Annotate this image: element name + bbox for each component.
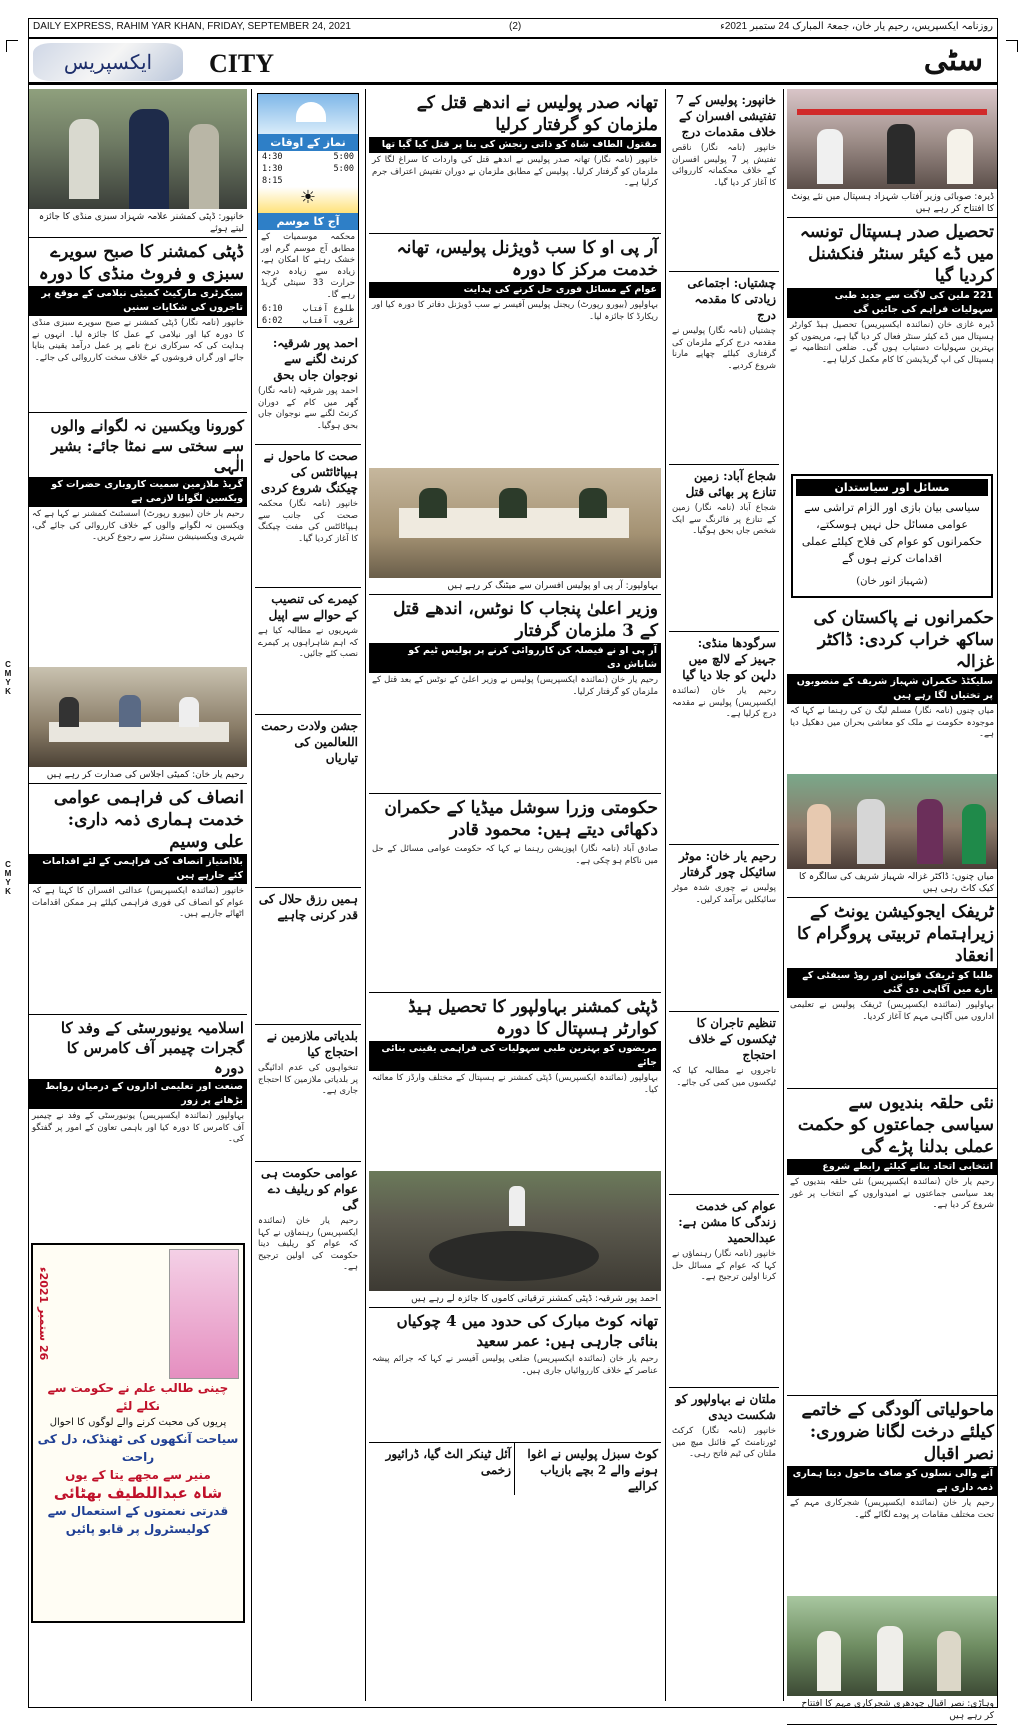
article-body: خانپور (نمائندہ ایکسپریس) عدالتی افسران کا کہنا ہے کہ عوام کو انصاف کی فوری فراہمی کیلئے ہر ممکن اقدامات اٹھائے جارہے ہیں۔ — [32, 886, 244, 919]
headline: تھانہ صدر پولیس نے اندھے قتل کے ملزمان کو گرفتار کرلیا — [416, 93, 658, 135]
photo-caption: ڈیرہ: صوبائی وزیر آفتاب شہزاد ہسپتال میں نئے یونٹ کا افتتاح کر رہے ہیں — [787, 189, 997, 218]
folio-line — [29, 19, 997, 35]
headline: تحصیل صدر ہسپتال تونسہ میں ڈے کیئر سنٹر فنکشنل کردیا گیا — [799, 222, 994, 286]
prayer-row: 4:30 5:00 — [262, 152, 354, 162]
registration-mark — [6, 40, 18, 52]
ad-date: 26 ستمبر 2021ء — [37, 1267, 50, 1361]
photo-caption: خانپور: ڈپٹی کمشنر علامہ شہزاد سبزی منڈی کا جائزہ لیتے ہوئے — [29, 209, 247, 238]
article-body: چشتیاں (نامہ نگار) پولیس نے مقدمہ درج کرکے ملزمان کی گرفتاری کیلئے چھاپے مارنا شروع کردیے۔ — [672, 326, 776, 371]
quote-text: سیاسی بیان بازی اور الزام تراشی سے عوامی مسائل حل نہیں ہوسکتے، حکمرانوں کو عوام کی فلاح کیلئے عملی اقدامات کرنے ہوں گے — [801, 501, 983, 565]
headline: ہمیں رزق حلال کی قدر کرنی چاہیے — [258, 892, 358, 922]
photo-tree-plantation — [787, 1596, 997, 1696]
article-body: خانپور (نامہ نگار) ناقص تفتیش پر 7 پولیس افسران کے خلاف محکمانہ کارروائی کا آغاز کر دیا گیا۔ — [672, 143, 776, 188]
ad-line: پریوں کی محبت کرنے والے لوگوں کا احوال — [49, 1417, 227, 1428]
weather-text: محکمہ موسمیات کے مطابق آج موسم گرم اور خشک رہنے کا امکان ہے، زیادہ سے زیادہ درجہ حرارت 33 سینٹی گریڈ رہے گا۔ — [261, 232, 355, 300]
weather-title: آج کا موسم — [258, 213, 358, 230]
photo-caption: احمد پور شرقیہ: ڈپٹی کمشنر ترقیاتی کاموں کا جائزہ لے رہے ہیں — [369, 1291, 661, 1308]
subheadline: سیکرٹری مارکیٹ کمیٹی نیلامی کے موقع پر تاجروں کی شکایات سنیں — [29, 286, 247, 316]
photo-caption: وہاڑی: نصر اقبال چودھری شجرکاری مہم کا افتتاح کر رہے ہیں — [787, 1696, 997, 1725]
cmyk-mark-1: C M Y K — [4, 660, 12, 696]
subheadline: انتخابی اتحاد بنانے کیلئے رابطے شروع — [787, 1159, 997, 1175]
headline: جشن ولادت رحمت اللعالمین کی تیاریاں — [261, 719, 358, 765]
masthead — [29, 37, 997, 85]
headline: خانپور: پولیس کے 7 تفتیشی افسران کے خلاف مقدمات درج — [675, 93, 776, 139]
magazine-advertisement — [31, 1243, 245, 1623]
headline: کوٹ سبزل پولیس نے اغوا ہونے والے 2 بچے بازیاب کرالیے — [527, 1447, 658, 1493]
registration-mark — [1006, 40, 1018, 52]
article-body: شہریوں نے مطالبہ کیا ہے کہ اہم شاہراہوں پر کیمرے نصب کئے جائیں۔ — [258, 626, 358, 659]
photo-caption: رحیم یار خان: کمیٹی اجلاس کی صدارت کر رہے ہیں — [29, 767, 247, 784]
headline: شجاع آباد: زمین تنازع پر بھائی قتل — [685, 469, 776, 499]
subheadline: آنے والی نسلوں کو صاف ماحول دینا ہماری ذمہ داری ہے — [787, 1466, 997, 1496]
photo-vegetable-market — [29, 89, 247, 209]
quote-box — [791, 474, 993, 598]
photo-roadworks — [369, 1171, 661, 1291]
photo-hospital-inauguration — [787, 89, 997, 189]
ad-line: شاہ عبداللطیف بھٹائی — [53, 1484, 223, 1502]
section-title-en: CITY — [209, 49, 275, 78]
prayer-row: 8:15 — [262, 176, 283, 186]
sun-row: 6:02 غروب آفتاب — [262, 316, 354, 326]
ad-line: سیاحت آنکھوں کی ٹھنڈک، دل کی راحت — [37, 1432, 239, 1464]
article-body: رحیم یار خان (بیورو رپورٹ) اسسٹنٹ کمشنر نے کہا ہے کہ ویکسین نہ لگوانے والوں کے خلاف کارروائی کی جائے گی، شہری ویکسینیشن سنٹرز سے رجوع کریں۔ — [32, 509, 244, 542]
folio-left: DAILY EXPRESS, RAHIM YAR KHAN, FRIDAY, SEPTEMBER 24, 2021 — [33, 21, 351, 32]
subheadline: مریضوں کو بہترین طبی سہولیات کی فراہمی یقینی بنائی جائے — [369, 1041, 661, 1071]
headline: سرگودھا منڈی: جہیز کے لالچ میں دلہن کو جلا دیا گیا — [682, 636, 776, 682]
headline: وزیر اعلیٰ پنجاب کا نوٹس، اندھے قتل کے 3 ملزمان گرفتار — [393, 599, 658, 641]
headline: ڈپٹی کمشنر بہاولپور کا تحصیل ہیڈ کوارٹر ہسپتال کا دورہ — [408, 997, 658, 1039]
article-body: خانپور (نامہ نگار) تھانہ صدر پولیس نے اندھے قتل کی واردات کا سراغ لگا کر ملزمان کو گرفتار کرلیا۔ پولیس کے مطابق ملزمان نے دوران تفتیش اعتراف جرم کرلیا ہے۔ — [372, 155, 658, 188]
article-body: رحیم یار خان (نمائندہ ایکسپریس) ضلعی پولیس آفیسر نے کہا کہ جرائم پیشہ عناصر کے خلاف کارروائیاں جاری ہیں۔ — [372, 1354, 658, 1376]
article-body: رحیم یار خان (نمائندہ ایکسپریس) شجرکاری مہم کے تحت مختلف مقامات پر پودے لگائے گئے۔ — [790, 1498, 994, 1520]
express-logo: ایکسپریس — [33, 43, 183, 81]
sun-row: 6:10 طلوع آفتاب — [262, 304, 354, 314]
brief-news — [515, 1443, 661, 1495]
prayer-times-title: نماز کے اوقات — [258, 134, 358, 151]
article-body: رحیم یار خان (نمائندہ ایکسپریس) پولیس نے وزیر اعلیٰ کے نوٹس کے بعد قتل کے ملزمان کو گرفتار کرلیا۔ — [372, 675, 658, 697]
headline: کیمرے کی تنصیب کے حوالے سے اپیل — [268, 592, 358, 622]
headline: بلدیاتی ملازمین نے احتجاج کیا — [266, 1029, 358, 1059]
article-body: احمد پور شرقیہ (نامہ نگار) گھر میں کام کے دوران کرنٹ لگنے سے نوجوان جاں بحق ہوگیا۔ — [258, 386, 358, 431]
subheadline: عوام کے مسائل فوری حل کرنے کی ہدایت — [369, 282, 661, 298]
subheadline: گریڈ ملازمین سمیت کاروباری حضرات کو ویکسین لگوانا لازمی ہے — [29, 477, 247, 507]
subheadline: بلاامتیاز انصاف کی فراہمی کے لئے اقدامات کئے جارہے ہیں — [29, 854, 247, 884]
article-body: بہاولپور (نمائندہ ایکسپریس) ڈپٹی کمشنر نے ہسپتال کے مختلف وارڈز کا معائنہ کیا۔ — [372, 1073, 658, 1095]
photo-cake-cutting — [787, 774, 997, 869]
headline: رحیم یار خان: موٹر سائیکل چور گرفتار — [678, 849, 776, 879]
newspaper-page — [28, 18, 998, 1721]
subheadline: مقتول الطاف شاہ کو ذاتی رنجش کی بنا پر قتل کیا گیا تھا — [369, 137, 661, 153]
headline: آئل ٹینکر الٹ گیا، ڈرائیور زخمی — [385, 1447, 511, 1477]
headline: نئی حلقہ بندیوں سے سیاسی جماعتوں کو حکمت عملی بدلنا پڑے گی — [797, 1093, 994, 1157]
headline: انصاف کی فراہمی عوامی خدمت ہماری ذمہ داری: علی وسیم — [53, 788, 244, 852]
column-5 — [787, 89, 997, 1721]
headline: تنظیم تاجران کا ٹیکسوں کے خلاف احتجاج — [688, 1016, 776, 1062]
page-number: (2) — [509, 21, 522, 32]
headline: عوامی حکومت ہی عوام کو ریلیف دے گی — [261, 1166, 358, 1212]
quote-title: مسائل اور سیاستدان — [796, 479, 988, 496]
magazine-cover-image — [169, 1249, 239, 1379]
column-4 — [669, 89, 779, 1701]
headline: حکومتی وزرا سوشل میڈیا کے حکمران دکھائی دیتے ہیں: محمود قادر — [384, 798, 658, 840]
headline: آر پی او کا سب ڈویژنل پولیس، تھانہ خدمت مرکز کا دورہ — [396, 238, 658, 280]
subheadline: صنعت اور تعلیمی اداروں کے درمیان روابط بڑھانے پر زور — [29, 1079, 247, 1109]
article-body: خانپور (نامہ نگار) ڈپٹی کمشنر نے صبح سویرے سبزی منڈی کا دورہ کیا اور نیلامی کے عمل کا جائزہ لیا۔ انہوں نے ہدایت کی کہ سرکاری نرخ نامے پر عمل درآمد یقینی بنایا جائے اور گراں فروشوں کے خلاف سخت کارروائی کی جائے۔ — [32, 318, 244, 363]
headline: ڈپٹی کمشنر کا صبح سویرے سبزی و فروٹ منڈی کا دورہ — [38, 242, 244, 284]
subheadline: 221 ملین کی لاگت سے جدید طبی سہولیات فراہم کی جائیں گی — [787, 288, 997, 318]
article-body: خانپور (نامہ نگار) محکمہ صحت کی جانب سے ہیپاٹائٹس کی مفت چیکنگ کا آغاز کردیا گیا۔ — [258, 499, 358, 544]
photo-caption: میاں چنوں: ڈاکٹر غزالہ شہباز شریف کی سالگرہ کا کیک کاٹ رہی ہیں — [787, 869, 997, 898]
headline: حکمرانوں نے پاکستان کی ساکھ خراب کردی: ڈاکٹر غزالہ — [813, 608, 994, 672]
headline: احمد پور شرقیہ: کرنٹ لگنے سے نوجوان جاں بحق — [272, 336, 358, 382]
headline: ماحولیاتی آلودگی کے خاتمے کیلئے درخت لگانا ضروری: نصر اقبال — [801, 1400, 994, 1464]
headline: ٹریفک ایجوکیشن یونٹ کے زیراہتمام تربیتی پروگرام کا انعقاد — [796, 902, 994, 966]
headline: صحت کا ماحول نے ہیپاٹائٹس کی چیکنگ شروع کردی — [260, 449, 358, 495]
article-body: رحیم یار خان (نمائندہ ایکسپریس) نئی حلقہ بندیوں کے بعد سیاسی جماعتوں نے امیدواروں کے انتخاب پر غور شروع کر دیا ہے۔ — [790, 1177, 994, 1210]
headline: ملتان نے بہاولپور کو شکست دیدی — [675, 1392, 776, 1422]
article-body: رحیم یار خان (نمائندہ ایکسپریس) پولیس نے مقدمہ درج کرلیا ہے۔ — [672, 686, 776, 719]
headline: تھانہ کوٹ مبارک کی حدود میں 4 چوکیاں بنائی جارہی ہیں: عمر سعید — [396, 1312, 658, 1350]
brief-news — [369, 1443, 515, 1495]
article-body: رحیم یار خان (نمائندہ ایکسپریس) رہنماؤں نے کہا کہ عوام کو ریلیف دینا حکومت کی اولین ترجیح ہے۔ — [258, 1216, 358, 1272]
ad-line: چینی طالب علم نے حکومت سے نکلے لئے — [47, 1381, 229, 1413]
headline: عوام کی خدمت زندگی کا مشن ہے: عبدالحمید — [678, 1199, 776, 1245]
column-2 — [255, 89, 361, 1701]
article-body: پولیس نے چوری شدہ موٹر سائیکلیں برآمد کرلیں۔ — [672, 883, 776, 905]
headline: کورونا ویکسین نہ لگوانے والوں سے سختی سے نمٹا جائے: بشیر الٰہی — [50, 417, 244, 475]
subheadline: سلیکٹڈ حکمران شہباز شریف کے منصوبوں پر تختیاں لگا رہے ہیں — [787, 674, 997, 704]
quote-author: (شہباز انور خان) — [856, 576, 928, 587]
article-body: بہاولپور (نمائندہ ایکسپریس) ٹریفک پولیس نے تعلیمی اداروں میں آگاہی مہم کا آغاز کردیا۔ — [790, 1000, 994, 1022]
article-body: صادق آباد (نامہ نگار) اپوزیشن رہنما نے کہا کہ حکومت عوامی مسائل کے حل میں ناکام ہو چکی ہے۔ — [372, 844, 658, 866]
photo-caption: بہاولپور: آر پی او پولیس افسران سے میٹنگ کر رہے ہیں — [369, 578, 661, 595]
ad-line: قدرتی نعمتوں کے استعمال سے کولیسٹرول پر قابو پائیں — [47, 1504, 229, 1536]
subheadline: آر پی او نے فیصلہ کن کارروائی کرنے پر پولیس ٹیم کو شاباش دی — [369, 643, 661, 673]
article-body: تاجروں نے مطالبہ کیا کہ ٹیکسوں میں کمی کی جائے۔ — [672, 1066, 776, 1088]
weather-sun-icon: ☀ — [258, 187, 358, 213]
prayer-times-box — [257, 93, 359, 328]
photo-police-meeting — [369, 468, 661, 578]
photo-meeting — [29, 667, 247, 767]
headline: چشتیاں: اجتماعی زیادتی کا مقدمہ درج — [687, 276, 776, 322]
article-body: بہاولپور (بیورو رپورٹ) ریجنل پولیس آفیسر نے سب ڈویژنل دفاتر کا دورہ کیا اور ریکارڈ کا جائزہ لیا۔ — [372, 300, 658, 322]
prayer-row: 1:30 5:00 — [262, 164, 354, 174]
folio-right: روزنامہ ایکسپریس، رحیم یار خان، جمعۃ المبارک 24 ستمبر 2021ء — [720, 21, 993, 32]
subheadline: طلبا کو ٹریفک قوانین اور روڈ سیفٹی کے بارے میں آگاہی دی گئی — [787, 968, 997, 998]
article-body: میاں چنوں (نامہ نگار) مسلم لیگ ن کی رہنما نے کہا کہ موجودہ حکومت نے ملک کو معاشی بحران میں دھکیل دیا ہے۔ — [790, 706, 994, 739]
article-body: خانپور (نامہ نگار) رہنماؤں نے کہا کہ عوام کے مسائل حل کرنا اولین ترجیح ہے۔ — [672, 1249, 776, 1282]
column-1 — [29, 89, 247, 1701]
section-title-ur: سٹی — [923, 43, 983, 78]
article-body: تنخواہوں کی عدم ادائیگی پر بلدیاتی ملازمین کا احتجاج جاری ہے۔ — [258, 1063, 358, 1096]
mosque-image — [258, 94, 358, 134]
cmyk-mark-2: C M Y K — [4, 860, 12, 896]
ad-line: منیر سے مجھے یتا کے یوں — [65, 1468, 211, 1482]
headline: اسلامیہ یونیورسٹی کے وفد کا گجرات چیمبر آف کامرس کا دورہ — [60, 1019, 244, 1077]
article-body: ڈیرہ غازی خان (نمائندہ ایکسپریس) تحصیل ہیڈ کوارٹر ہسپتال میں ڈے کیئر سنٹر فعال کر دیا گیا ہے، مریضوں کو بہترین سہولیات دستیاب ہوں گی۔ ضلعی انتظامیہ نے ہسپتال کی اپ گریڈیشن کا کام مکمل کرلیا ہے۔ — [790, 320, 994, 365]
article-body: خانپور (نامہ نگار) کرکٹ ٹورنامنٹ کے فائنل میچ میں ملتان کی ٹیم فاتح رہی۔ — [672, 1426, 776, 1459]
article-body: بہاولپور (نمائندہ ایکسپریس) یونیورسٹی کے وفد نے چیمبر آف کامرس کا دورہ کیا اور باہمی تعاون کے امور پر گفتگو کی۔ — [32, 1111, 244, 1144]
column-3 — [369, 89, 661, 1701]
article-body: شجاع آباد (نامہ نگار) زمین کے تنازع پر فائرنگ سے ایک شخص جاں بحق ہوگیا۔ — [672, 503, 776, 536]
